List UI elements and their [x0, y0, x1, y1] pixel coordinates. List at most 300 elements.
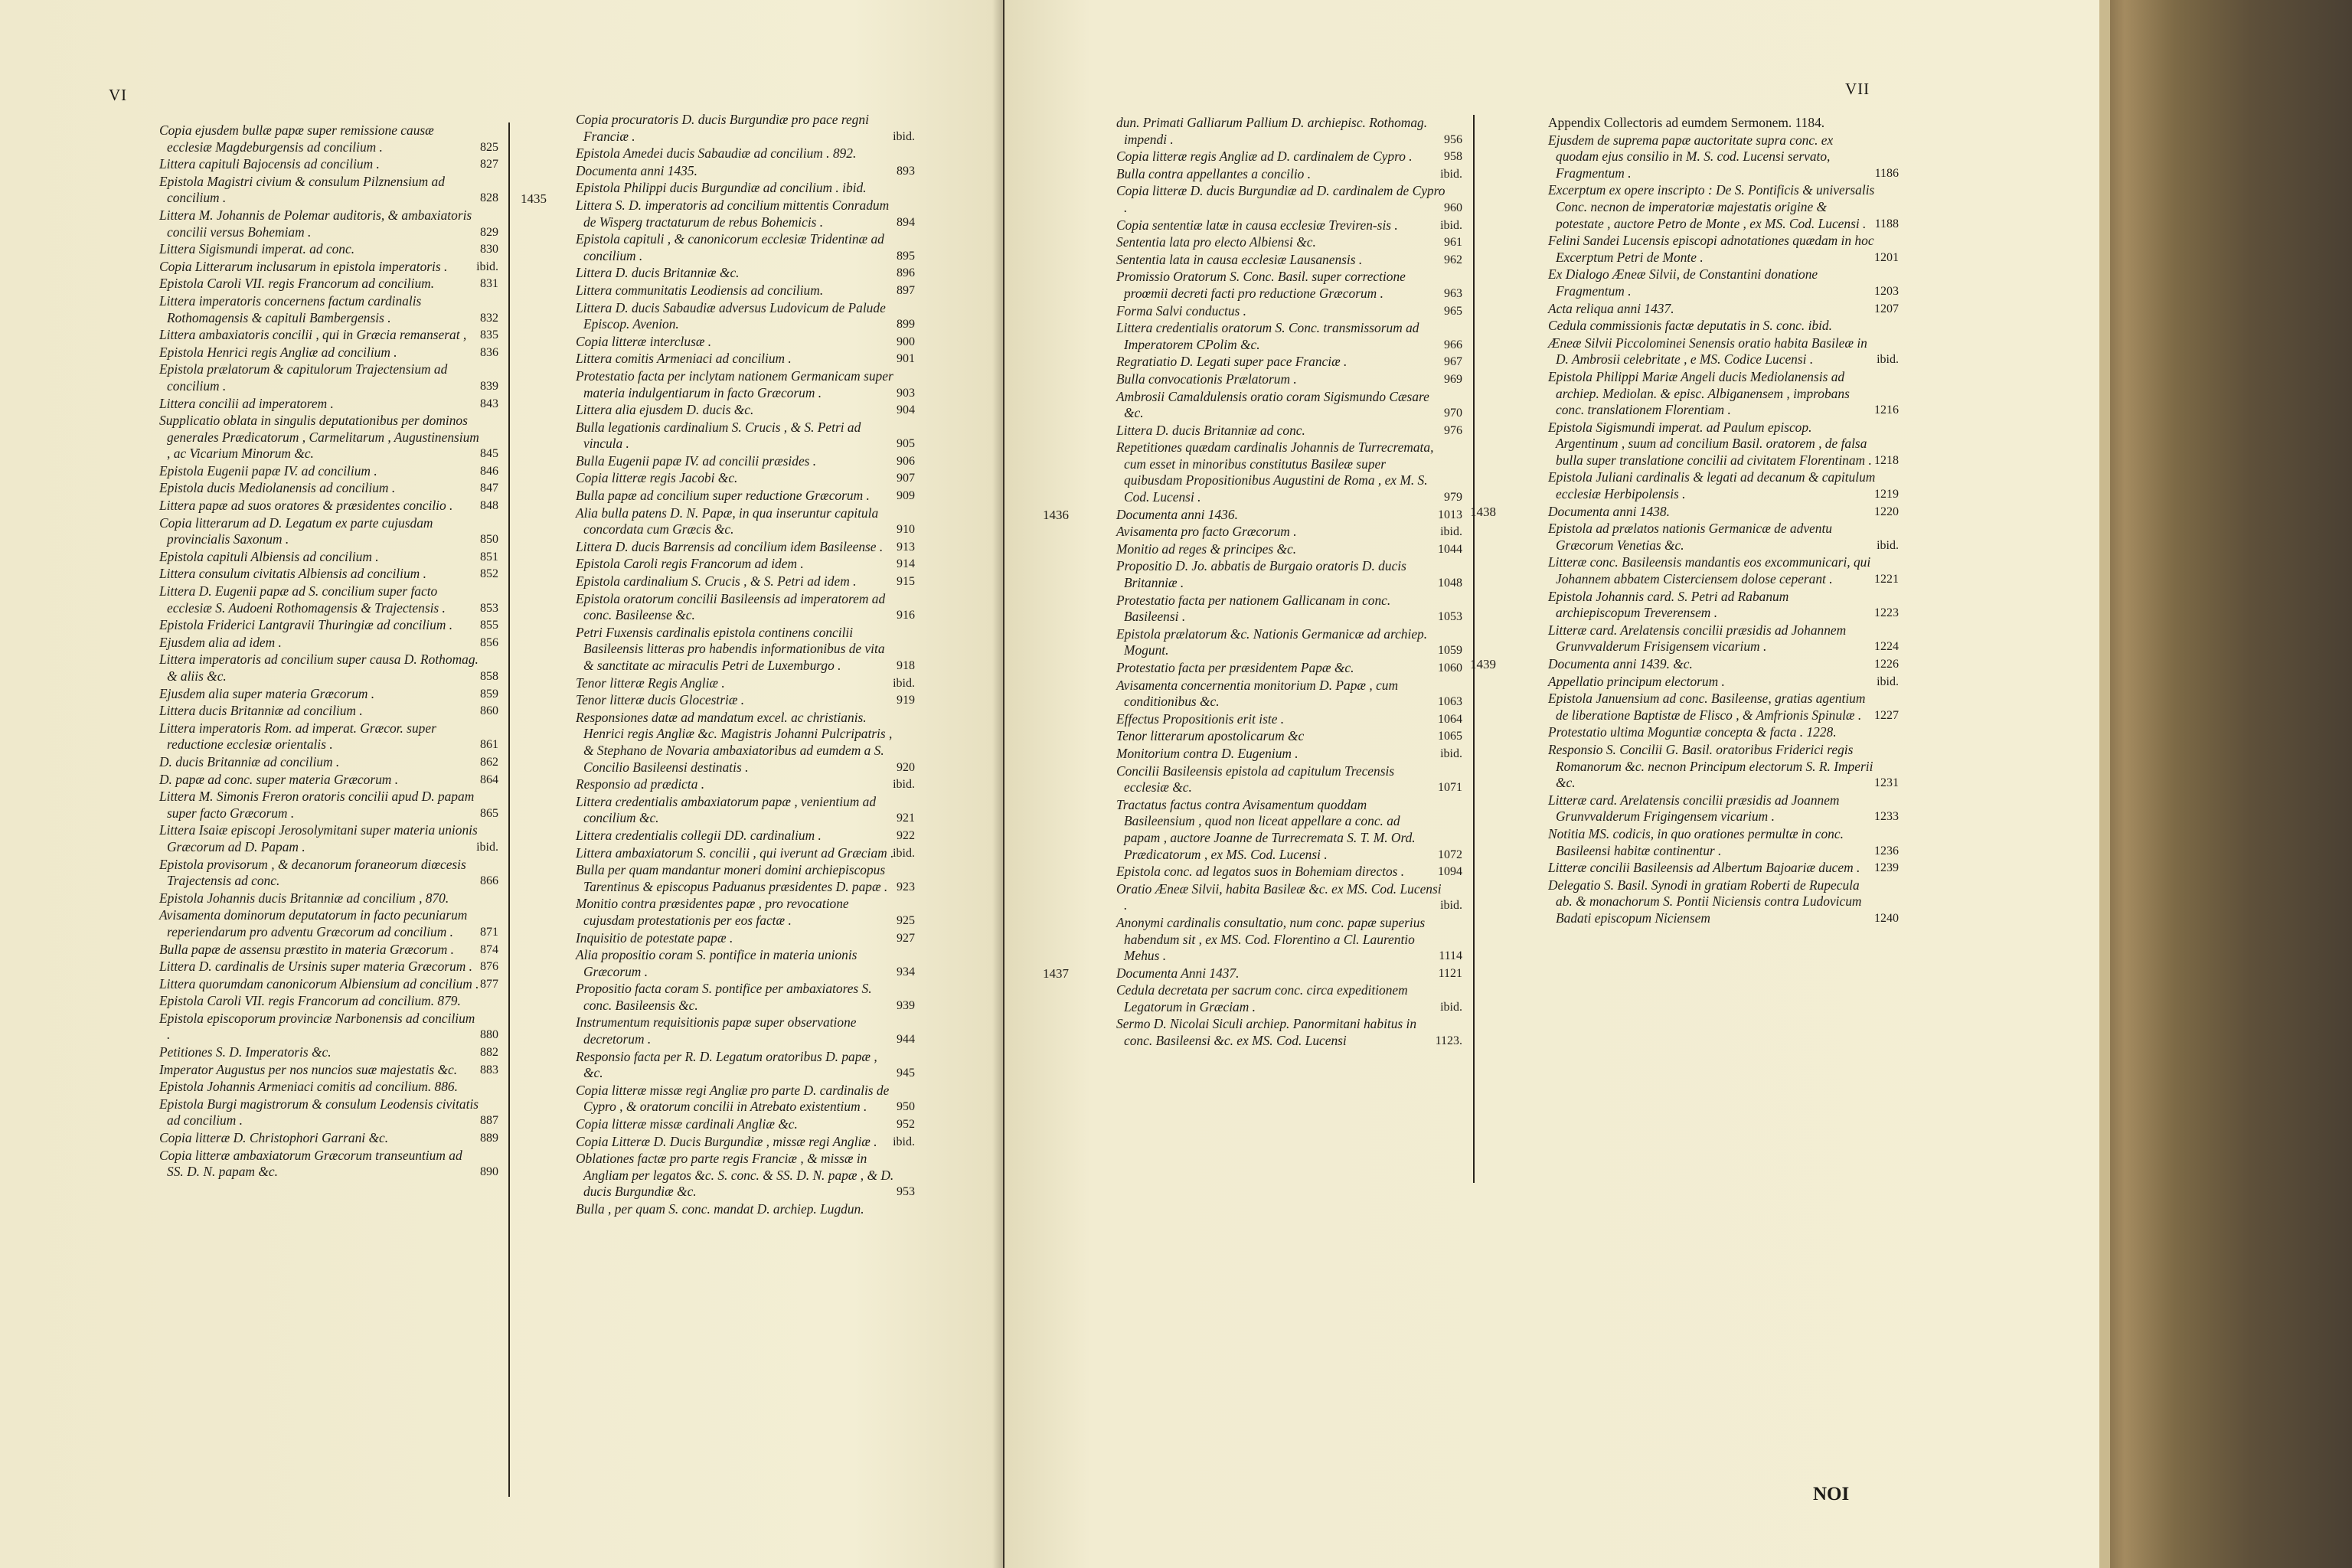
entry-title: Supplicatio oblata in singulis deputationibus per dominos generales Prædicatorum , Carmelitarum , Augustinensium , ac Vicarium Minorum &c.: [159, 413, 479, 462]
entry-page-number: 1186: [1874, 166, 1899, 180]
entry-title: Epistola oratorum concilii Basileensis ad imperatorem ad conc. Basileense &c.: [576, 590, 886, 623]
entry-page-number: 880: [480, 1028, 498, 1042]
index-entry: [159, 122, 498, 155]
entry-page-number: 864: [480, 773, 498, 786]
entry-page-number: 1013: [1438, 508, 1462, 521]
entry-title: Copia litteræ D. Christophori Garrani &c.: [159, 1130, 389, 1146]
entry-page-number: 1231: [1874, 776, 1899, 790]
index-entry: [576, 930, 915, 947]
index-column-3: [1043, 115, 1462, 1050]
entry-page-number: 966: [1444, 338, 1462, 351]
index-entry: [159, 1148, 498, 1181]
entry-title: Litteræ card. Arelatensis concilii præsidis ad Johannem Grunvvalderum Frisigensem vicarium .: [1548, 622, 1847, 655]
index-entry: [159, 156, 498, 173]
entry-page-number: 1121: [1438, 966, 1462, 980]
entry-page-number: 1221: [1874, 573, 1899, 586]
index-entry: [576, 1134, 915, 1151]
index-entry: [1116, 423, 1462, 439]
index-entry: [159, 890, 498, 907]
index-entry: [1548, 877, 1899, 927]
entry-title: Inquisitio de potestate papæ .: [576, 929, 733, 946]
entry-page-number: 903: [897, 386, 915, 400]
entry-title: Epistola provisorum , & decanorum foraneorum diœcesis Trajectensis ad conc.: [159, 856, 466, 889]
entry-title: Propositio facta coram S. pontifice per ambaxiatores S. conc. Basileensis &c.: [576, 981, 872, 1013]
entry-title: Regratiatio D. Legati super pace Franciæ .: [1116, 354, 1348, 370]
entry-title: Sententia lata in causa ecclesiæ Lausanensis .: [1116, 251, 1363, 267]
entry-page-number: 893: [897, 164, 915, 178]
entry-title: Epistola prælatorum &c. Nationis Germanicæ ad archiep. Mogunt.: [1116, 626, 1428, 658]
entry-title: Bulla contra appellantes a concilio .: [1116, 165, 1312, 181]
entry-title: Protestatio facta per nationem Gallicanam in conc. Basileensi .: [1116, 592, 1391, 625]
index-entry: [159, 327, 498, 344]
index-entry: [576, 845, 915, 862]
entry-page-number: 905: [897, 437, 915, 451]
book-cover-edge: [2099, 0, 2352, 1568]
index-entry: [159, 480, 498, 497]
entry-title: Protestatio facta per inclytam nationem Germanicam super materia indulgentiarum in facto Græcorum .: [576, 368, 893, 400]
entry-title: Epistola Johannis card. S. Petri ad Rabanum archiepiscopum Treverensem .: [1548, 588, 1789, 621]
index-entry: [1116, 541, 1462, 558]
running-head-left: VI: [109, 86, 128, 104]
entry-title: Imperator Augustus per nos nuncios suæ majestatis &c.: [159, 1061, 458, 1077]
entry-page-number: ibid.: [1877, 353, 1899, 367]
index-entry: [1116, 389, 1462, 422]
entry-page-number: 950: [897, 1100, 915, 1114]
index-entry: [1548, 369, 1899, 419]
index-entry: [1470, 656, 1899, 673]
entry-page-number: ibid.: [1440, 218, 1462, 232]
index-entry: [576, 368, 915, 401]
index-entry: [1548, 521, 1899, 554]
entry-page-number: 850: [480, 533, 498, 547]
index-entry: [576, 710, 915, 776]
entry-title: Copia sententiæ latæ in causa ecclesiæ Treviren-sis .: [1116, 217, 1398, 233]
entry-page-number: 860: [480, 704, 498, 718]
entry-page-number: 944: [897, 1033, 915, 1047]
entry-page-number: 958: [1444, 150, 1462, 164]
entry-page-number: 865: [480, 806, 498, 820]
entry-page-number: 887: [480, 1114, 498, 1128]
entry-title: Littera M. Simonis Freron oratoris concilii apud D. papam super facto Græcorum .: [159, 789, 475, 821]
index-entry: [576, 1014, 915, 1047]
right-page: [1004, 0, 2099, 1568]
entry-title: Bulla legationis cardinalium S. Crucis , & S. Petri ad vincula .: [576, 419, 861, 452]
index-entry: [576, 1116, 915, 1133]
entry-page-number: 889: [480, 1132, 498, 1145]
entry-page-number: 890: [480, 1165, 498, 1179]
entry-title: Litteræ concilii Basileensis ad Albertum Bajoariæ ducem .: [1548, 860, 1860, 876]
entry-title: Tenor litteræ ducis Glocestriæ .: [576, 692, 745, 708]
entry-page-number: 907: [897, 472, 915, 485]
index-entry: [159, 549, 498, 566]
entry-page-number: 896: [897, 266, 915, 280]
entry-page-number: ibid.: [893, 129, 915, 143]
entry-page-number: 835: [480, 328, 498, 342]
index-entry: [576, 573, 915, 590]
index-entry: [1116, 439, 1462, 505]
entry-title: Littera credentialis collegii DD. cardinalium .: [576, 827, 822, 843]
entry-page-number: 952: [897, 1118, 915, 1132]
entry-title: Protestatio ultima Moguntiæ concepta & facta . 1228.: [1548, 724, 1837, 740]
entry-page-number: 829: [480, 225, 498, 239]
entry-title: Epistola Amedei ducis Sabaudiæ ad concilium . 892.: [576, 145, 857, 162]
entry-title: dun. Primati Galliarum Pallium D. archiepisc. Rothomag. impendi .: [1116, 115, 1428, 147]
index-entry: [1548, 792, 1899, 825]
entry-page-number: 939: [897, 998, 915, 1012]
entry-page-number: 915: [897, 575, 915, 589]
entry-page-number: 1053: [1438, 610, 1462, 624]
index-entry: [576, 794, 915, 827]
entry-page-number: 1219: [1874, 488, 1899, 501]
index-entry: [576, 692, 915, 709]
entry-title: Notitia MS. codicis, in quo orationes permultæ in conc. Basileensi habitæ continentur .: [1548, 825, 1844, 858]
entry-title: Copia litteræ regis Angliæ ad D. cardinalem de Cypro .: [1116, 149, 1413, 165]
year-marker-1435: 1435: [521, 191, 547, 206]
entry-page-number: 901: [897, 352, 915, 366]
index-entry: [159, 789, 498, 822]
entry-title: D. ducis Britanniæ ad concilium .: [159, 753, 340, 769]
entry-page-number: 877: [480, 977, 498, 991]
entry-page-number: 934: [897, 965, 915, 978]
entry-page-number: 862: [480, 755, 498, 769]
entry-title: Excerptum ex opere inscripto : De S. Pontificis & universalis Conc. necnon de imperatoriæ majestatis origine & potestate , auctore Petro de Monte , ex MS. Cod. Lucensi .: [1548, 182, 1875, 231]
entry-title: Responsio facta per R. D. Legatum oratoribus D. papæ , &c.: [576, 1048, 877, 1081]
entry-title: Forma Salvi conductus .: [1116, 302, 1247, 318]
entry-page-number: 836: [480, 345, 498, 359]
entry-title: Cedula commissionis factæ deputatis in S. conc. ibid.: [1548, 318, 1832, 334]
entry-title: Epistola Eugenii papæ IV. ad concilium .: [159, 462, 377, 479]
entry-page-number: 945: [897, 1067, 915, 1080]
index-entry: [159, 617, 498, 634]
index-entry: [159, 345, 498, 361]
entry-page-number: 927: [897, 931, 915, 945]
index-entry: [1043, 506, 1462, 524]
entry-title: Copia Litterarum inclusarum in epistola imperatoris .: [159, 258, 448, 274]
entry-title: Littera capituli Bajocensis ad concilium .: [159, 156, 380, 172]
entry-title: Littera imperatoris concernens factum cardinalis Rothomagensis & capituli Bambergensis .: [159, 292, 422, 325]
entry-page-number: 969: [1444, 372, 1462, 386]
entry-title: D. papæ ad conc. super materia Græcorum .: [159, 771, 399, 787]
entry-page-number: 1227: [1874, 708, 1899, 722]
entry-page-number: 1239: [1874, 861, 1899, 875]
entry-page-number: 1123.: [1435, 1034, 1462, 1048]
entry-page-number: 1094: [1438, 865, 1462, 879]
entry-page-number: 1218: [1874, 453, 1899, 467]
index-entry: [576, 1083, 915, 1116]
index-entry: [1548, 589, 1899, 622]
entry-title: Copia ejusdem bullæ papæ super remissione causæ ecclesiæ Magdeburgensis ad concilium .: [159, 122, 434, 155]
entry-page-number: 965: [1444, 304, 1462, 318]
index-entry: [576, 180, 915, 197]
entry-title: Littera ducis Britanniæ ad concilium .: [159, 703, 363, 719]
index-entry: [1043, 965, 1462, 982]
left-page: [0, 0, 1003, 1568]
entry-title: Ejusdem alia ad idem .: [159, 634, 282, 650]
entry-page-number: 851: [480, 550, 498, 564]
index-entry: [159, 635, 498, 652]
entry-title: Littera concilii ad imperatorem .: [159, 395, 334, 411]
entry-page-number: 925: [897, 913, 915, 927]
index-entry: [159, 1096, 498, 1129]
index-entry: [1548, 691, 1899, 724]
entry-title: Bulla papæ ad concilium super reductione Græcorum .: [576, 488, 870, 504]
index-entry: [1116, 1016, 1462, 1049]
entry-title: Littera D. ducis Britanniæ ad conc.: [1116, 422, 1305, 438]
index-entry: [576, 776, 915, 793]
entry-page-number: 871: [480, 925, 498, 939]
entry-title: Alia propositio coram S. pontifice in materia unionis Græcorum .: [576, 947, 858, 979]
entry-page-number: ibid.: [1877, 538, 1899, 552]
entry-page-number: 921: [897, 812, 915, 825]
entry-page-number: 913: [897, 540, 915, 554]
entry-title: Monitorium contra D. Eugenium .: [1116, 745, 1298, 761]
catchword: NOI: [1813, 1484, 1850, 1504]
index-entry: [576, 828, 915, 844]
entry-page-number: ibid.: [1440, 1000, 1462, 1014]
index-entry: [576, 862, 915, 895]
entry-title: Epistola Juliani cardinalis & legati ad decanum & capitulum ecclesiæ Herbipolensis .: [1548, 469, 1876, 502]
entry-page-number: 1216: [1874, 403, 1899, 417]
year-marker: 1436: [1043, 507, 1069, 522]
index-entry: [1548, 266, 1899, 299]
entry-title: Epistola Johannis ducis Britanniæ ad concilium , 870.: [159, 890, 449, 906]
entry-page-number: ibid.: [893, 1135, 915, 1148]
index-entry: [1116, 797, 1462, 863]
entry-title: Æneæ Silvii Piccolominei Senensis oratio habita Basileæ in D. Ambrosii celebritate , e MS. Codice Lucensi .: [1548, 335, 1867, 368]
entry-title: Epistola Johannis Armeniaci comitis ad concilium. 886.: [159, 1079, 458, 1095]
entry-page-number: 859: [480, 687, 498, 701]
entry-title: Littera imperatoris Rom. ad imperat. Græcor. super reductione ecclesiæ orientalis .: [159, 720, 436, 753]
index-entry: [159, 1130, 498, 1147]
entry-title: Avisamenta dominorum deputatorum in facto pecuniarum reperiendarum pro adventu Græcorum ad concilium .: [159, 907, 468, 939]
entry-page-number: 856: [480, 635, 498, 649]
year-marker: 1437: [1043, 965, 1069, 981]
index-entry: [159, 652, 498, 684]
entry-title: Avisamenta pro facto Græcorum .: [1116, 524, 1297, 540]
entry-title: Littera D. ducis Britanniæ &c.: [576, 265, 740, 281]
running-head-right: VII: [1845, 80, 1870, 98]
index-entry: [576, 198, 915, 230]
entry-title: Bulla , per quam S. conc. mandat D. archiep. Lugdun.: [576, 1201, 864, 1217]
index-entry: [576, 591, 915, 624]
entry-page-number: 830: [480, 243, 498, 256]
entry-title: Littera quorumdam canonicorum Albiensium ad concilium .: [159, 975, 479, 991]
index-entry: [159, 259, 498, 276]
entry-page-number: 843: [480, 397, 498, 410]
entry-title: Littera alia ejusdem D. ducis &c.: [576, 402, 754, 418]
entry-title: Anonymi cardinalis consultatio, num conc. papæ superius habendum sit , ex MS. Cod. Florentino a Cl. Laurentio Mehus .: [1116, 914, 1426, 964]
entry-title: Epistola episcoporum provinciæ Narbonensis ad concilium .: [159, 1010, 475, 1043]
entry-page-number: 906: [897, 454, 915, 468]
entry-page-number: 979: [1444, 491, 1462, 505]
entry-title: Appendix Collectoris ad eumdem Sermonem. 1184.: [1548, 115, 1825, 130]
entry-title: Acta reliqua anni 1437.: [1548, 300, 1674, 316]
index-entry: [159, 207, 498, 240]
entry-page-number: ibid.: [1440, 899, 1462, 913]
index-entry: [159, 754, 498, 771]
index-entry: [159, 361, 498, 394]
entry-title: Littera D. cardinalis de Ursinis super materia Græcorum .: [159, 959, 473, 975]
index-entry: [159, 720, 498, 753]
entry-title: Copia procuratoris D. ducis Burgundiæ pro pace regni Franciæ .: [576, 112, 869, 144]
entry-title: Sermo D. Nicolai Siculi archiep. Panormitani habitus in conc. Basileensi &c. ex MS. Cod. Lucensi: [1116, 1016, 1417, 1049]
entry-page-number: ibid.: [893, 778, 915, 792]
index-entry: [1548, 318, 1899, 335]
entry-title: Littera ambaxiatorum S. concilii , qui iverunt ad Græciam .: [576, 844, 894, 861]
entry-title: Epistola Henrici regis Angliæ ad concilium .: [159, 344, 397, 360]
entry-page-number: 845: [480, 447, 498, 461]
entry-title: Littera communitatis Leodiensis ad concilium.: [576, 282, 824, 298]
entry-page-number: 883: [480, 1063, 498, 1076]
entry-page-number: ibid.: [1440, 167, 1462, 181]
entry-page-number: 970: [1444, 407, 1462, 420]
entry-title: Delegatio S. Basil. Synodi in gratiam Roberti de Rupecula ab. & monachorum S. Pontii Niciensis contra Ludovicum Badati episcopum Niciensem: [1548, 877, 1862, 926]
index-entry: [1116, 217, 1462, 234]
index-entry: [1116, 166, 1462, 183]
entry-title: Littera ambaxiatoris concilii , qui in Græcia remanserat ,: [159, 327, 467, 343]
entry-title: Copia litteræ missæ regi Angliæ pro parte D. cardinalis de Cypro , & oratorum concilii in Atrebato existentium .: [576, 1082, 890, 1115]
year-marker: 1438: [1470, 504, 1496, 519]
entry-page-number: 1223: [1874, 606, 1899, 620]
index-entry: [159, 515, 498, 548]
entry-title: Tenor litterarum apostolicarum &c: [1116, 728, 1305, 744]
entry-title: Ejusdem alia super materia Græcorum .: [159, 685, 375, 701]
entry-title: Petri Fuxensis cardinalis epistola continens concilii Basileensis litteras pro habendis informationibus de vita & sanctitate ac miraculis Petri de Luxemburgo .: [576, 624, 885, 673]
entry-title: Epistola Burgi magistrorum & consulum Leodensis civitatis ad concilium .: [159, 1096, 479, 1129]
column-rule-left: [508, 122, 510, 1497]
entry-title: Oblationes factæ pro parte regis Franciæ , & missæ in Angliam per legatos &c. S. conc. & SS. D. N. papæ , & D. ducis Burgundiæ &c.: [576, 1151, 894, 1200]
entry-title: Epistola prælatorum & capitulorum Trajectensium ad concilium .: [159, 361, 448, 394]
entry-title: Littera D. ducis Barrensis ad concilium idem Basileense .: [576, 538, 884, 554]
entry-page-number: 861: [480, 738, 498, 752]
entry-title: Monitio contra præsidentes papæ , pro revocatione cujusdam protestationis per eos factæ .: [576, 896, 849, 928]
entry-title: Responsio ad prædicta .: [576, 776, 705, 792]
entry-title: Epistola ad prælatos nationis Germanicæ de adventu Græcorum Venetias &c.: [1548, 521, 1832, 553]
entry-title: Copia litteræ D. ducis Burgundiæ ad D. cardinalem de Cypro .: [1116, 183, 1446, 215]
index-entry: [1116, 558, 1462, 591]
index-entry: [576, 470, 915, 487]
index-entry: [1116, 728, 1462, 745]
entry-page-number: ibid.: [1440, 525, 1462, 539]
index-entry: [1116, 982, 1462, 1015]
entry-title: Epistola Caroli VII. regis Francorum ad concilium.: [159, 276, 435, 292]
index-entry: [1548, 301, 1899, 318]
index-entry: [1116, 881, 1462, 914]
index-entry: [576, 981, 915, 1014]
entry-page-number: 895: [897, 249, 915, 263]
index-entry: [1116, 593, 1462, 626]
entry-page-number: 847: [480, 482, 498, 495]
entry-title: Sententia lata pro electo Albiensi &c.: [1116, 234, 1316, 250]
index-entry: [159, 1044, 498, 1061]
index-entry: [576, 1201, 915, 1218]
page-block-edge: [2099, 0, 2110, 1568]
entry-page-number: 920: [897, 760, 915, 774]
index-entry: [576, 556, 915, 573]
entry-title: Promissio Oratorum S. Conc. Basil. super correctione proœmii decreti facti pro reductione Græcorum .: [1116, 269, 1406, 301]
index-entry: [1116, 269, 1462, 302]
entry-title: Appellatio principum electorum .: [1548, 673, 1725, 689]
index-entry: [1116, 524, 1462, 541]
index-entry: [1116, 711, 1462, 728]
index-entry: [1548, 826, 1899, 859]
index-entry: [1116, 149, 1462, 165]
entry-page-number: 882: [480, 1046, 498, 1060]
index-entry: [159, 1011, 498, 1044]
index-entry: [576, 300, 915, 333]
entry-page-number: 909: [897, 489, 915, 503]
entry-page-number: 1071: [1438, 781, 1462, 795]
entry-title: Epistola capituli , & canonicorum ecclesiæ Tridentinæ ad concilium .: [576, 231, 884, 263]
entry-page-number: 900: [897, 335, 915, 348]
index-entry: [576, 539, 915, 556]
index-entry: [1116, 303, 1462, 320]
index-entry: [576, 675, 915, 692]
entry-title: Littera Sigismundi imperat. ad conc.: [159, 241, 355, 257]
entry-page-number: 1207: [1874, 302, 1899, 315]
entry-title: Bulla papæ de assensu præstito in materia Græcorum .: [159, 941, 455, 957]
entry-title: Littera comitis Armeniaci ad concilium .: [576, 351, 792, 367]
index-entry: [1116, 371, 1462, 388]
entry-page-number: ibid.: [1877, 675, 1899, 688]
entry-title: Ex Dialogo Æneæ Silvii, de Constantini donatione Fragmentum .: [1548, 266, 1818, 299]
index-entry: [159, 1062, 498, 1079]
index-entry: [1116, 763, 1462, 796]
index-entry: [159, 857, 498, 890]
entry-page-number: 876: [480, 960, 498, 974]
entry-title: Littera M. Johannis de Polemar auditoris, & ambaxiatoris concilii versus Bohemiam .: [159, 207, 472, 240]
index-entry: [576, 402, 915, 419]
entry-title: Littera D. Eugenii papæ ad S. concilium super facto ecclesiæ S. Audoeni Rothomagensis & Trajectensis .: [159, 583, 446, 616]
entry-title: Epistola ducis Mediolanensis ad concilium .: [159, 480, 396, 496]
entry-page-number: 848: [480, 499, 498, 513]
entry-title: Epistola Philippi ducis Burgundiæ ad concilium . ibid.: [576, 180, 867, 196]
index-entry: [159, 772, 498, 789]
entry-title: Protestatio facta per præsidentem Papæ &c.: [1116, 660, 1354, 675]
entry-page-number: 961: [1444, 236, 1462, 250]
index-entry: [159, 703, 498, 720]
entry-page-number: 1060: [1438, 662, 1462, 675]
index-entry: [159, 942, 498, 959]
index-entry: [159, 241, 498, 258]
index-entry: [576, 896, 915, 929]
entry-title: Littera S. D. imperatoris ad concilium mittentis Conradum de Wisperg tractaturum de rebus Bohemicis .: [576, 197, 890, 230]
entry-page-number: 899: [897, 318, 915, 332]
entry-page-number: 916: [897, 609, 915, 622]
index-entry: [159, 413, 498, 462]
entry-page-number: 846: [480, 464, 498, 478]
entry-page-number: 874: [480, 942, 498, 956]
entry-title: Responsio S. Concilii G. Basil. oratoribus Friderici regis Romanorum &c. necnon Principum electorum S. R. Imperii &c.: [1548, 741, 1873, 791]
entry-page-number: 827: [480, 158, 498, 172]
entry-title: Petitiones S. D. Imperatoris &c.: [159, 1044, 332, 1060]
index-entry: [1116, 183, 1462, 216]
entry-title: Littera Isaiæ episcopi Jerosolymitani super materia unionis Græcorum ad D. Papam .: [159, 822, 478, 854]
entry-page-number: ibid.: [893, 676, 915, 690]
entry-page-number: 894: [897, 215, 915, 229]
entry-title: Copia litteræ ambaxiatorum Græcorum transeuntium ad SS. D. N. papam &c.: [159, 1147, 462, 1180]
entry-title: Documenta anni 1438.: [1548, 503, 1670, 519]
index-entry: [1548, 469, 1899, 502]
entry-title: Litteræ conc. Basileensis mandantis eos excommunicari, qui Johannem abbatem Cisterciensem dolose ceperant .: [1548, 554, 1871, 587]
entry-title: Effectus Propositionis erit iste .: [1116, 710, 1285, 727]
entry-title: Alia bulla patens D. N. Papæ, in qua inseruntur capitula concordata cum Græcis &c.: [576, 505, 879, 537]
index-entry: [159, 976, 498, 993]
index-entry: [576, 1151, 915, 1200]
entry-page-number: 910: [897, 523, 915, 537]
entry-title: Littera D. ducis Sabaudiæ adversus Ludovicum de Palude Episcop. Avenion.: [576, 299, 886, 332]
entry-title: Copia litterarum ad D. Legatum ex parte cujusdam provincialis Saxonum .: [159, 514, 433, 547]
